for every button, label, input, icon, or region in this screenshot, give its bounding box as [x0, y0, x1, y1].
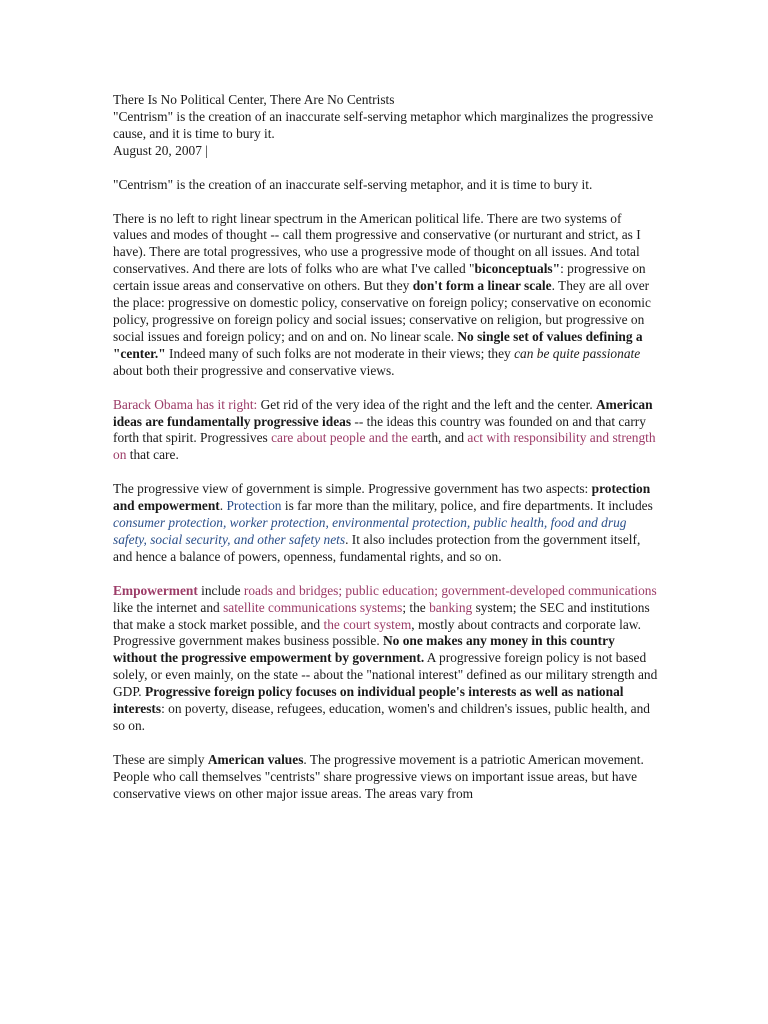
text-run: A progressive foreign policy is not based solely, or even mainly, on the state -- about the "national interest" defined as our military strength and GDP. — [113, 650, 658, 700]
link-roads-and-bridges[interactable]: roads and bridges; public education; government-developed communications — [243, 582, 657, 598]
text-run: : progressive on certain issue areas and conservative on others. But they — [113, 261, 646, 294]
article-subtitle: "Centrism" is the creation of an inaccurate self-serving metaphor which marginalizes the progressive cause, and it is time to bury it. — [113, 108, 654, 141]
link-protection[interactable]: Protection — [226, 498, 282, 514]
bold-text: No single set of values defining a "center." — [113, 328, 643, 361]
text-run: -- the ideas this country was founded on and that carry forth that spirit. Progressives — [113, 413, 646, 446]
article-header — [113, 92, 658, 160]
text-run: There is no left to right linear spectrum in the American political life. There are two systems of values and modes of thought -- call them progressive and conservative (or nurturant and strict, as I have). There are total progressives, who use a progressive mode of thought on all issues. And total conservatives. And there are lots of folks who are what I've called " — [113, 210, 641, 277]
link-satellite-communications[interactable]: satellite communications systems — [223, 599, 403, 615]
text-run: . It also includes protection from the government itself, and hence a balance of powers, openness, fundamental rights, and so on. — [113, 531, 641, 564]
link-banking[interactable]: banking — [429, 599, 473, 615]
paragraph-empowerment — [113, 583, 658, 735]
bold-text: No one makes any money in this country without the progressive empowerment by government. — [113, 633, 615, 666]
text-run: These are simply — [113, 751, 208, 767]
link-court-system[interactable]: the court system — [323, 616, 412, 632]
text-run: . The progressive movement is a patriotic American movement. People who call themselves "centrists" share progressive views on important issue areas, but have conservative views on other major issue areas. The areas vary from — [113, 751, 644, 801]
paragraph-protection — [113, 481, 658, 566]
text-run: The progressive view of government is simple. Progressive government has two aspects: — [113, 481, 592, 497]
bold-text: American values — [207, 751, 304, 767]
text-run: . — [219, 498, 227, 514]
document-page — [113, 92, 658, 820]
text-run: ; the — [402, 599, 430, 615]
text-run: like the internet and — [113, 599, 224, 615]
link-empowerment[interactable]: Empowerment — [113, 582, 198, 598]
text-run: rth, and — [423, 430, 468, 446]
text-run: . They are all over the place: progressive on domestic policy, conservative on foreign policy; conservative on economic policy, progressive on foreign policy and social issues; conservative on religion, but progressive on social issues and foreign policy; and on and on. No linear scale. — [113, 278, 651, 344]
bold-text: American ideas are fundamentally progressive ideas — [113, 396, 653, 429]
paragraph-obama — [113, 397, 658, 465]
bold-text: Progressive foreign policy focuses on individual people's interests as well as national interests — [113, 684, 624, 717]
link-care-about-people[interactable]: care about people and the ea — [271, 430, 424, 446]
text-run: about both their progressive and conservative views. — [113, 362, 395, 378]
link-consumer-protection[interactable]: consumer protection, worker protection, environmental protection, public health, food and drug safety, social security, and other safety nets — [113, 515, 627, 547]
text-run: Get rid of the very idea of the right and the left and the center. — [257, 396, 597, 412]
paragraph-intro: "Centrism" is the creation of an inaccurate self-serving metaphor, and it is time to bury it. — [113, 176, 593, 192]
article-date: August 20, 2007 | — [113, 142, 208, 158]
text-run: is far more than the military, police, and fire departments. It includes — [281, 498, 653, 514]
paragraph-no-spectrum — [113, 211, 658, 380]
italic-text: can be quite passionate — [514, 345, 641, 361]
bold-text: don't form a linear scale — [412, 278, 552, 294]
link-act-with-responsibility[interactable]: act with responsibility and strength on — [113, 430, 656, 463]
text-run: include — [197, 582, 244, 598]
article-title: There Is No Political Center, There Are No Centrists — [113, 92, 395, 107]
text-run: that care. — [126, 447, 179, 463]
text-run: system; the SEC and institutions that make a stock market possible, and — [113, 599, 650, 632]
paragraph-american-values — [113, 752, 658, 803]
link-barack-obama[interactable]: Barack Obama has it right: — [113, 396, 258, 412]
text-run: , mostly about contracts and corporate law. Progressive government makes business possible. — [113, 616, 641, 649]
text-run: : on poverty, disease, refugees, education, women's and children's issues, public health, and so on. — [113, 701, 650, 733]
bold-text: biconceptuals" — [474, 261, 561, 277]
bold-text: protection and empowerment — [113, 481, 651, 514]
text-run: Indeed many of such folks are not moderate in their views; they — [165, 345, 515, 361]
